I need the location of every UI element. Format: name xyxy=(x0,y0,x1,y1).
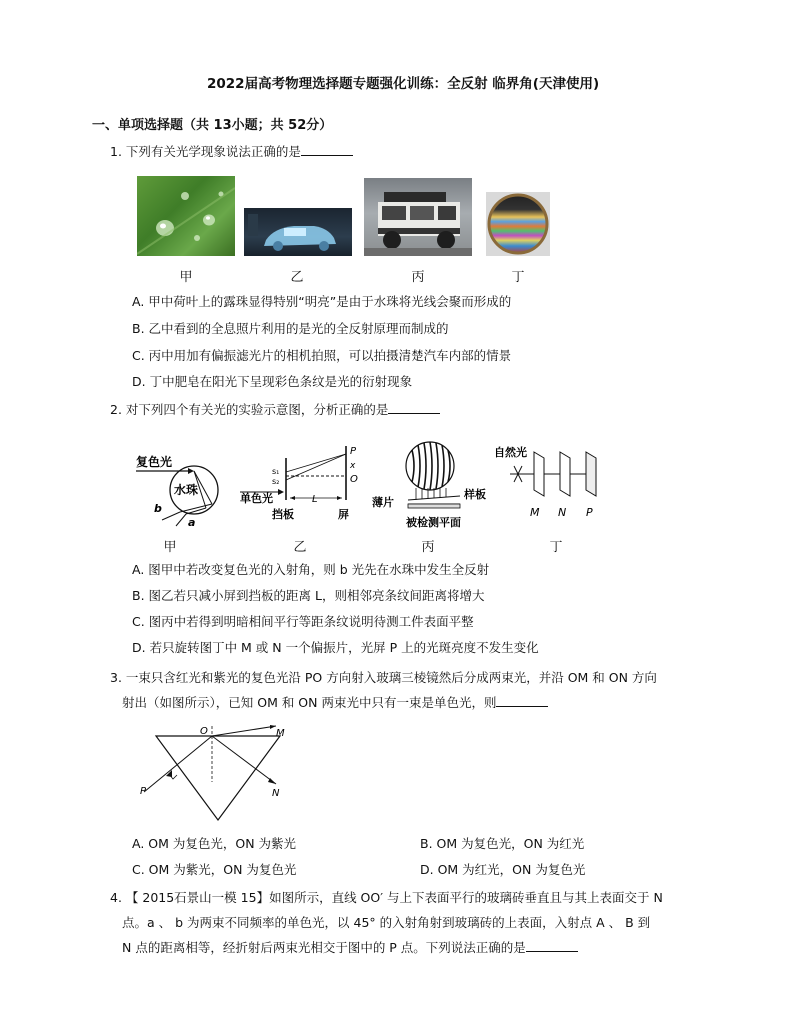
label-s2: s₂ xyxy=(272,477,280,486)
label-s1: s₁ xyxy=(272,467,280,476)
label-p-screen: P xyxy=(586,506,593,519)
polarizer-diagram xyxy=(494,444,604,524)
option-d[interactable]: D. OM 为红光，ON 为复色光 xyxy=(420,862,586,877)
label-water-drop: 水珠 xyxy=(174,483,199,497)
caption-bing-2: 丙 xyxy=(421,540,435,555)
option-a[interactable]: A. 甲中荷叶上的露珠显得特别“明亮”是由于水珠将光线会聚而形成的 xyxy=(132,294,512,309)
option-b[interactable]: B. 图乙若只减小屏到挡板的距离 L，则相邻亮条纹间距离将增大 xyxy=(132,588,485,603)
label-n: N xyxy=(272,788,280,799)
caption-jia-2: 甲 xyxy=(163,540,177,555)
label-screen: 屏 xyxy=(338,508,349,521)
option-b[interactable]: B. 乙中看到的全息照片利用的是光的全反射原理而制成的 xyxy=(132,321,449,336)
label-x: x xyxy=(350,461,356,471)
caption-ding-2: 丁 xyxy=(549,540,563,555)
answer-blank xyxy=(301,144,353,156)
prism-diagram xyxy=(136,722,306,828)
label-l: L xyxy=(312,494,318,505)
label-natural-light: 自然光 xyxy=(494,446,527,459)
car-window-photo xyxy=(364,178,472,256)
label-sample-plate: 样板 xyxy=(464,488,486,501)
label-b: b xyxy=(154,502,162,515)
label-a: a xyxy=(188,516,196,528)
question-2-stem: 2. 对下列四个有关光的实验示意图，分析正确的是 xyxy=(110,402,440,418)
option-d[interactable]: D. 若只旋转图丁中 M 或 N 一个偏振片，光屏 P 上的光斑亮度不发生变化 xyxy=(132,640,539,655)
question-3-stem-line1: 3. 一束只含红光和紫光的复色光沿 PO 方向射入玻璃三棱镜然后分成两束光，并沿 OM 和 ON 方向 xyxy=(110,670,657,685)
answer-blank xyxy=(526,940,578,952)
option-a[interactable]: A. OM 为复色光，ON 为紫光 xyxy=(132,836,297,851)
label-baffle: 挡板 xyxy=(272,508,294,521)
option-d[interactable]: D. 丁中肥皂在阳光下呈现彩色条纹是光的衍射现象 xyxy=(132,374,413,389)
question-3-stem-line2: 射出（如图所示），已知 OM 和 ON 两束光中只有一束是单色光，则 xyxy=(122,695,548,711)
label-m: M xyxy=(530,506,540,519)
water-droplet-diagram xyxy=(130,446,230,528)
label-mono-light: 单色光 xyxy=(240,492,273,505)
question-4-line3: N 点的距离相等，经折射后两束光相交于图中的 P 点。下列说法正确的是 xyxy=(122,940,578,956)
label-thin-sheet: 薄片 xyxy=(372,496,394,509)
label-m: M xyxy=(276,728,285,739)
hologram-car-photo xyxy=(244,208,352,256)
caption-ding: 丁 xyxy=(511,270,525,285)
option-c[interactable]: C. OM 为紫光，ON 为复色光 xyxy=(132,862,297,877)
double-slit-diagram xyxy=(238,444,368,530)
lotus-dew-photo xyxy=(137,176,235,256)
label-p: P xyxy=(140,786,147,797)
label-composite-light: 复色光 xyxy=(136,455,173,469)
caption-yi: 乙 xyxy=(290,270,304,285)
label-o: O xyxy=(350,474,358,485)
label-tested-surface: 被检测平面 xyxy=(406,516,461,529)
answer-blank xyxy=(496,695,548,707)
page-title: 2022届高考物理选择题专题强化训练：全反射 临界角(天津使用) xyxy=(207,76,600,92)
caption-bing: 丙 xyxy=(411,270,425,285)
question-4-line2: 点。a 、 b 为两束不同频率的单色光，以 45° 的入射角射到玻璃砖的上表面，入射点 A 、 B 到 xyxy=(122,915,651,930)
answer-blank xyxy=(388,402,440,414)
label-p: P xyxy=(350,446,357,457)
label-n: N xyxy=(558,506,567,519)
soap-film-photo xyxy=(486,192,550,256)
question-4-line1: 4. 【 2015石景山一模 15】如图所示，直线 OO′ 与上下表面平行的玻璃砖垂直且与其上表面交于 N xyxy=(110,890,663,905)
option-b[interactable]: B. OM 为复色光，ON 为红光 xyxy=(420,836,585,851)
caption-jia: 甲 xyxy=(179,270,193,285)
question-1-stem: 1. 下列有关光学现象说法正确的是 xyxy=(110,144,353,160)
caption-yi-2: 乙 xyxy=(293,540,307,555)
label-o: O xyxy=(200,726,208,737)
thin-film-diagram xyxy=(368,440,498,532)
section-heading: 一、单项选择题（共 13小题；共 52分） xyxy=(92,118,333,133)
option-c[interactable]: C. 图丙中若得到明暗相间平行等距条纹说明待测工件表面平整 xyxy=(132,614,474,629)
option-c[interactable]: C. 丙中用加有偏振滤光片的相机拍照，可以拍摄清楚汽车内部的情景 xyxy=(132,348,512,363)
option-a[interactable]: A. 图甲中若改变复色光的入射角，则 b 光先在水珠中发生全反射 xyxy=(132,562,490,577)
